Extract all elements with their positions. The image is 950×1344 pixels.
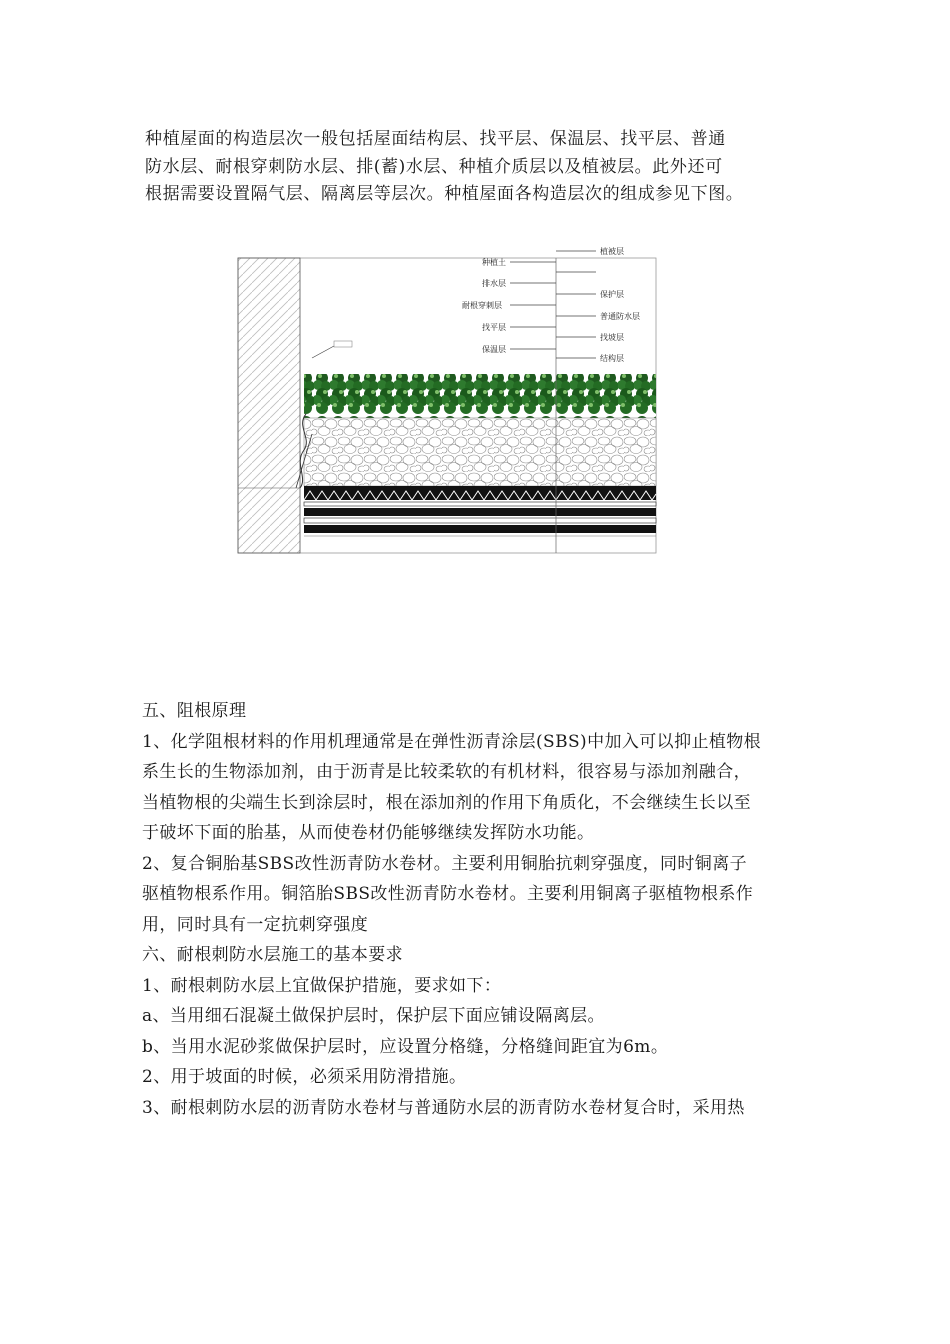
label-structural: 结构层 [600,354,624,363]
label-root-resistant: 耐根穿刺层 [462,301,502,310]
body-line-7: 用，同时具有一定抗刺穿强度 [142,914,369,935]
body-line-2: 系生长的生物添加剂，由于沥青是比较柔软的有机材料，很容易与添加剂融合， [142,762,751,782]
leveling-layer [304,518,656,523]
body-line-13: 3、耐根刺防水层的沥青防水卷材与普通防水层的沥青防水卷材复合时，采用热 [142,1097,745,1118]
body-line-5: 2、复合铜胎基SBS改性沥青防水卷材。主要利用铜胎抗刺穿强度，同时铜离子 [142,853,747,874]
body-line-6: 驱植物根系作用。铜箔胎SBS改性沥青防水卷材。主要利用铜离子驱植物根系作 [142,884,754,904]
body-line-11: b、当用水泥砂浆做保护层时，应设置分格缝，分格缝间距宜为6m。 [142,1036,669,1057]
label-leveling: 找平层 [482,323,506,332]
body-line-9: 1、耐根刺防水层上宜做保护措施，要求如下： [142,975,502,996]
label-planting-soil: 种植土 [482,258,506,267]
body-section [142,696,822,1123]
body-line-12: 2、用于坡面的时候，必须采用防滑措施。 [142,1067,467,1087]
label-insulation: 保温层 [482,345,506,354]
intro-paragraph [145,126,805,209]
label-vegetation: 植被层 [600,247,624,256]
body-line-4: 于破坏下面的胎基，从而使卷材仍能够继续发挥防水功能。 [142,823,595,843]
parapet-wall [238,258,300,553]
intro-line-2: 防水层、耐根穿刺防水层、排(蓄)水层、种植介质层以及植被层。此外还可 [145,156,723,177]
structural-layer [304,525,656,533]
section-heading-6: 六、耐根刺防水层施工的基本要求 [142,945,403,965]
body-line-1: 1、化学阻根材料的作用机理通常是在弹性沥青涂层(SBS)中加入可以抑止植物根 [142,731,762,752]
intro-line-3: 根据需要设置隔气层、隔离层等层次。种植屋面各构造层次的组成参见下图。 [145,184,744,204]
right-labels [556,246,640,363]
body-line-10: a、当用细石混凝土做保护层时，保护层下面应铺设隔离层。 [142,1006,605,1026]
waterproof-layer-1 [304,502,656,506]
body-line-3: 当植物根的尖端生长到涂层时，根在添加剂的作用下角质化，不会继续生长以至 [142,792,751,813]
label-waterproof: 普通防水层 [600,312,640,321]
section-heading-5: 五、阻根原理 [142,701,247,721]
vegetation-layer [304,374,656,418]
roof-section-diagram [234,238,664,560]
soil-layer [304,418,656,486]
intro-line-1: 种植屋面的构造层次一般包括屋面结构层、找平层、保温层、找平层、普通 [145,129,726,149]
left-labels [462,257,556,354]
waterproof-layer-2 [304,508,656,516]
label-drainage: 排水层 [482,279,506,288]
label-slope: 找坡层 [600,333,624,342]
label-protection: 保护层 [600,290,624,299]
